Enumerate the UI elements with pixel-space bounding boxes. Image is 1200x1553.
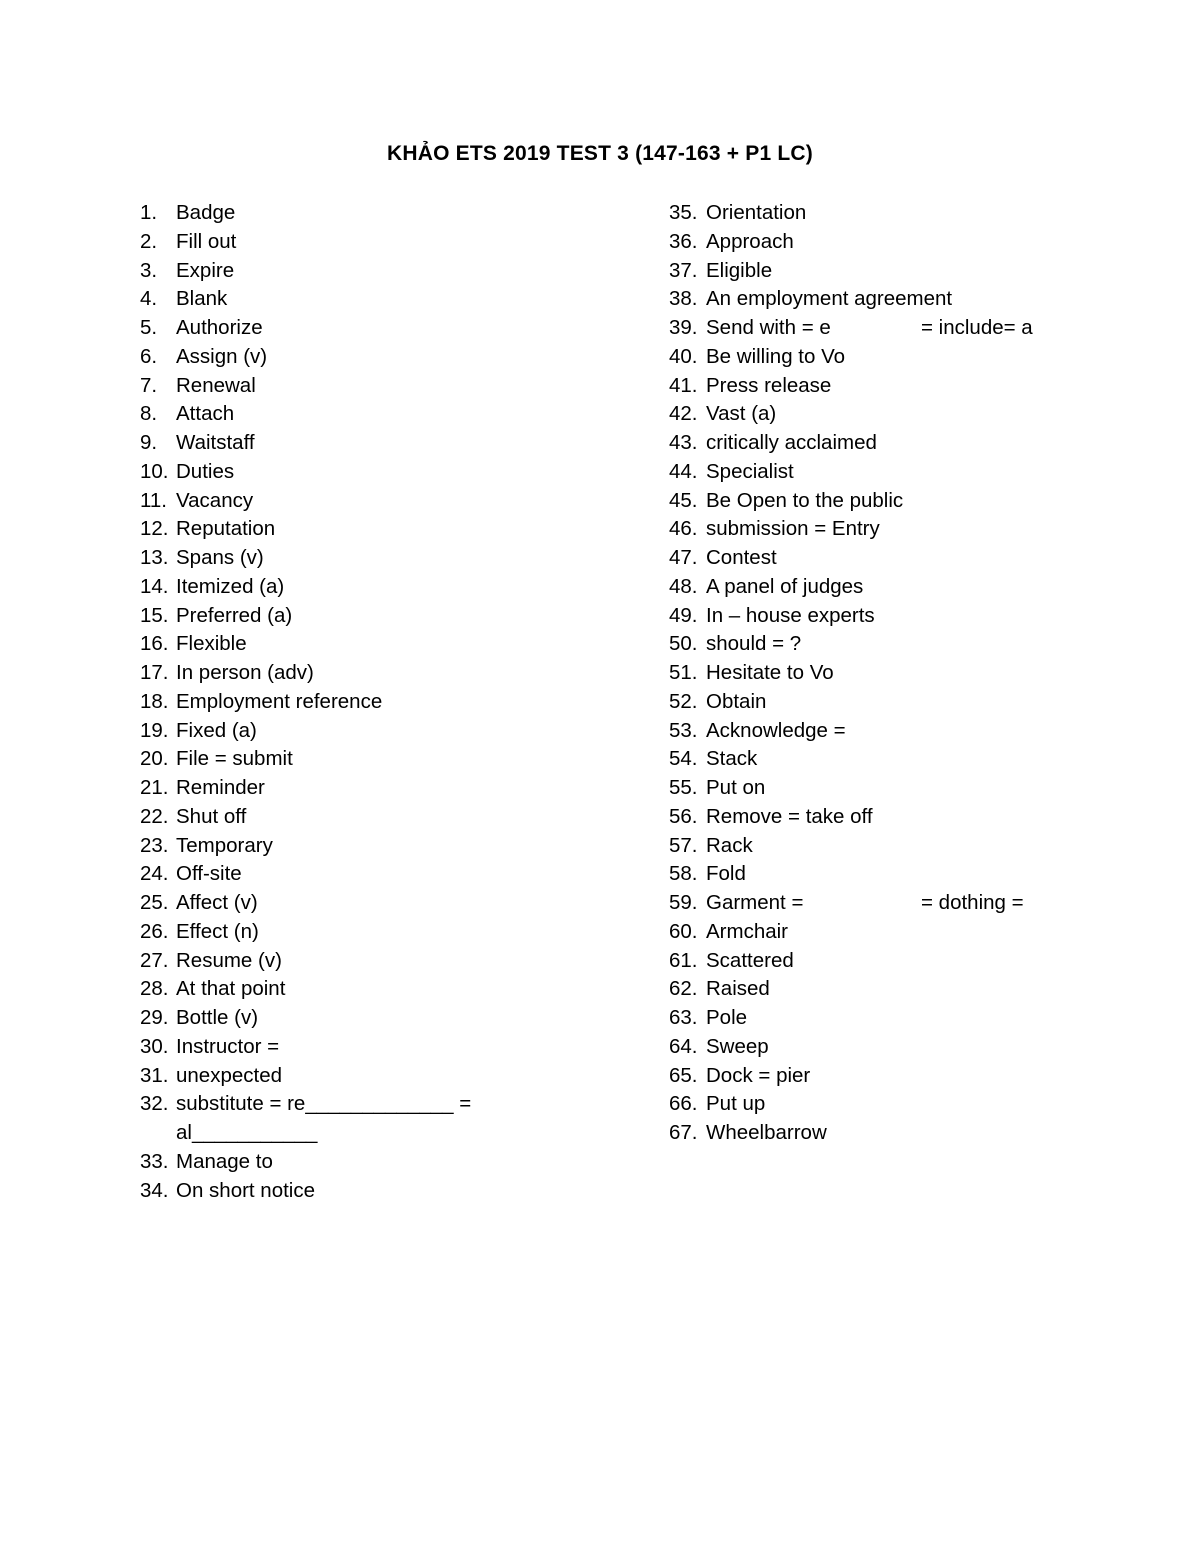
item-number: 21. <box>140 776 169 799</box>
list-item <box>140 199 660 228</box>
item-number: 11. <box>140 488 167 512</box>
list-item <box>669 228 1169 257</box>
item-text: Wheelbarrow <box>706 1121 827 1144</box>
list-item <box>140 832 660 861</box>
item-number: 15. <box>140 603 169 627</box>
item-text: Remove = take off <box>706 804 873 828</box>
list-item <box>669 889 1169 918</box>
list-item <box>140 1148 660 1177</box>
item-number: 25. <box>140 891 169 914</box>
list-item <box>140 257 660 286</box>
item-number: 32. <box>140 1092 169 1116</box>
item-number: 17. <box>140 661 169 684</box>
item-number: 22. <box>140 804 169 828</box>
item-number: 31. <box>140 1063 169 1087</box>
list-item <box>669 832 1169 861</box>
item-number: 43. <box>669 431 698 454</box>
item-text: Temporary <box>176 833 273 857</box>
item-number: 6. <box>140 344 158 368</box>
item-text: Preferred (a) <box>176 603 293 627</box>
item-number: 4. <box>140 287 158 311</box>
item-number: 5. <box>140 316 158 339</box>
item-number: 14. <box>140 574 169 598</box>
list-item <box>140 602 660 631</box>
list-item <box>140 659 660 688</box>
item-text: Orientation <box>706 201 807 224</box>
item-text: In – house experts <box>706 603 875 627</box>
item-text: Put on <box>706 776 766 799</box>
item-text: Press release <box>706 373 832 397</box>
list-item <box>140 860 660 889</box>
list-item <box>669 774 1169 803</box>
item-text: Effect (n) <box>176 919 259 943</box>
item-number: 49. <box>669 603 698 627</box>
item-text: Contest <box>706 546 777 569</box>
list-item <box>140 947 660 976</box>
item-number: 61. <box>669 948 698 972</box>
list-item <box>140 918 660 947</box>
list-item <box>669 573 1169 602</box>
item-number: 36. <box>669 229 698 253</box>
item-number: 12. <box>140 517 169 541</box>
item-text: Send with = e <box>706 316 831 339</box>
list-item <box>140 889 660 918</box>
list-item <box>140 1033 660 1062</box>
item-number: 42. <box>669 402 698 426</box>
item-text: Specialist <box>706 459 794 483</box>
item-number: 39. <box>669 316 698 339</box>
item-text: Instructor = <box>176 1034 280 1058</box>
item-text: Obtain <box>706 689 767 713</box>
list-item <box>669 745 1169 774</box>
list-item <box>140 429 660 458</box>
item-number: 67. <box>669 1121 698 1144</box>
item-text: Raised <box>706 977 770 1001</box>
item-text: Fixed (a) <box>176 718 257 742</box>
item-number: 35. <box>669 201 698 224</box>
item-text: Scattered <box>706 948 794 972</box>
list-item <box>669 1062 1169 1091</box>
list-item <box>140 458 660 487</box>
list-item <box>140 372 660 401</box>
item-text: File = submit <box>176 747 293 771</box>
item-number: 55. <box>669 776 698 799</box>
list-item <box>669 487 1169 516</box>
item-text: Be Open to the public <box>706 488 904 512</box>
item-number: 7. <box>140 373 158 397</box>
item-text: Sweep <box>706 1034 769 1058</box>
list-item <box>140 573 660 602</box>
list-item <box>669 688 1169 717</box>
list-item <box>669 659 1169 688</box>
list-item <box>140 1062 660 1091</box>
item-number: 62. <box>669 977 698 1001</box>
item-text: Assign (v) <box>176 344 268 368</box>
item-text: Vacancy <box>176 488 254 512</box>
list-item <box>140 803 660 832</box>
item-number: 65. <box>669 1063 698 1087</box>
item-text: Put up <box>706 1092 766 1116</box>
item-text: Dock = pier <box>706 1063 811 1087</box>
item-number: 52. <box>669 689 698 713</box>
list-item <box>669 717 1169 746</box>
item-text: Manage to <box>176 1149 273 1173</box>
list-item <box>140 228 660 257</box>
item-text: Reputation <box>176 517 276 541</box>
list-item <box>140 688 660 717</box>
item-text: submission = Entry <box>706 517 880 541</box>
item-text: Approach <box>706 229 794 253</box>
item-number: 19. <box>140 718 169 742</box>
item-number: 20. <box>140 747 169 771</box>
list-item <box>669 544 1169 573</box>
item-text: Off-site <box>176 862 242 886</box>
item-text: Armchair <box>706 919 789 943</box>
item-text: Vast (a) <box>706 402 777 426</box>
item-text: Duties <box>176 459 235 483</box>
list-item <box>140 1004 660 1033</box>
item-number: 40. <box>669 344 698 368</box>
item-number: 48. <box>669 574 698 598</box>
item-number: 46. <box>669 517 698 541</box>
list-item <box>669 515 1169 544</box>
item-number: 10. <box>140 459 169 483</box>
list-item <box>140 975 660 1004</box>
list-item <box>669 372 1169 401</box>
item-number: 9. <box>140 431 158 454</box>
list-item <box>669 947 1169 976</box>
list-item <box>669 458 1169 487</box>
item-text: On short notice <box>176 1178 316 1202</box>
list-item <box>669 860 1169 889</box>
item-number: 59. <box>669 891 698 914</box>
item-text: Stack <box>706 747 758 771</box>
item-text: Spans (v) <box>176 546 264 569</box>
item-number: 47. <box>669 546 698 569</box>
list-item <box>669 314 1169 343</box>
item-text: Renewal <box>176 373 256 397</box>
list-item <box>140 400 660 429</box>
item-text: Itemized (a) <box>176 574 285 598</box>
list-item <box>669 975 1169 1004</box>
item-number: 54. <box>669 747 698 771</box>
item-number: 60. <box>669 919 698 943</box>
item-number: 51. <box>669 661 698 684</box>
item-text: Acknowledge = <box>706 718 846 742</box>
item-text: Authorize <box>176 316 263 339</box>
item-extra-text: = include= a <box>921 316 1033 339</box>
item-number: 18. <box>140 689 169 713</box>
item-number: 58. <box>669 862 698 886</box>
item-text: unexpected <box>176 1063 283 1087</box>
item-text: Badge <box>176 201 236 224</box>
item-number: 57. <box>669 833 698 857</box>
item-text: A panel of judges <box>706 574 864 598</box>
item-text: In person (adv) <box>176 661 314 684</box>
list-item <box>669 918 1169 947</box>
item-text: should = ? <box>706 632 802 656</box>
item-text: Bottle (v) <box>176 1006 259 1029</box>
item-number: 53. <box>669 718 698 742</box>
item-number: 37. <box>669 258 698 282</box>
item-text: Fold <box>706 862 746 886</box>
list-item <box>669 257 1169 286</box>
list-item <box>669 285 1169 314</box>
list-item <box>140 1090 660 1148</box>
list-item <box>669 400 1169 429</box>
item-number: 63. <box>669 1006 698 1029</box>
item-number: 30. <box>140 1034 169 1058</box>
item-text: Employment reference <box>176 689 383 713</box>
item-number: 44. <box>669 459 698 483</box>
item-extra-text: = dothing = <box>921 891 1024 914</box>
item-text: Flexible <box>176 632 247 656</box>
item-number: 41. <box>669 373 698 397</box>
list-item <box>669 343 1169 372</box>
item-number: 64. <box>669 1034 698 1058</box>
item-number: 2. <box>140 229 158 253</box>
list-item <box>140 343 660 372</box>
item-text: An employment agreement <box>706 287 953 311</box>
item-text: Affect (v) <box>176 891 258 914</box>
item-text: critically acclaimed <box>706 431 877 454</box>
item-text: Garment = <box>706 891 804 914</box>
list-item <box>669 602 1169 631</box>
item-number: 23. <box>140 833 169 857</box>
item-number: 38. <box>669 287 698 311</box>
list-item <box>140 515 660 544</box>
list-item <box>140 285 660 314</box>
item-number: 27. <box>140 948 169 972</box>
item-number: 29. <box>140 1006 169 1029</box>
list-item <box>140 774 660 803</box>
item-text: Blank <box>176 287 228 311</box>
item-number: 28. <box>140 977 169 1001</box>
item-continuation-text: al___________ <box>176 1121 318 1144</box>
list-item <box>140 1177 660 1206</box>
item-number: 50. <box>669 632 698 656</box>
list-item <box>669 630 1169 659</box>
item-text: Reminder <box>176 776 265 799</box>
item-text: Pole <box>706 1006 748 1029</box>
item-number: 56. <box>669 804 698 828</box>
item-number: 34. <box>140 1178 169 1202</box>
list-item <box>140 487 660 516</box>
list-item <box>669 429 1169 458</box>
list-item <box>669 199 1169 228</box>
item-text: Waitstaff <box>176 431 255 454</box>
item-text: Be willing to Vo <box>706 344 846 368</box>
list-item <box>669 1119 1169 1148</box>
item-text: Eligible <box>706 258 773 282</box>
item-text: Resume (v) <box>176 948 282 972</box>
item-text: Shut off <box>176 804 247 828</box>
item-number: 24. <box>140 862 169 886</box>
list-item <box>669 1004 1169 1033</box>
list-item <box>669 1033 1169 1062</box>
item-number: 1. <box>140 201 158 224</box>
item-number: 33. <box>140 1149 169 1173</box>
vocab-list-right <box>669 199 1169 1148</box>
item-number: 45. <box>669 488 698 512</box>
list-item <box>140 544 660 573</box>
item-number: 8. <box>140 402 158 426</box>
list-item <box>140 745 660 774</box>
item-number: 13. <box>140 546 169 569</box>
item-text: Attach <box>176 402 235 426</box>
item-text: substitute = re_____________ = <box>176 1092 472 1116</box>
vocab-list-left <box>140 199 660 1205</box>
item-text: Hesitate to Vo <box>706 661 834 684</box>
item-text: Expire <box>176 258 235 282</box>
list-item <box>140 314 660 343</box>
item-number: 66. <box>669 1092 698 1116</box>
list-item <box>140 630 660 659</box>
item-number: 16. <box>140 632 169 656</box>
item-text: Fill out <box>176 229 237 253</box>
item-number: 26. <box>140 919 169 943</box>
page-title: KHẢO ETS 2019 TEST 3 (147-163 + P1 LC) <box>386 142 813 165</box>
item-text: Rack <box>706 833 753 857</box>
list-item <box>669 1090 1169 1119</box>
list-item <box>669 803 1169 832</box>
item-text: At that point <box>176 977 286 1001</box>
list-item <box>140 717 660 746</box>
item-number: 3. <box>140 258 158 282</box>
